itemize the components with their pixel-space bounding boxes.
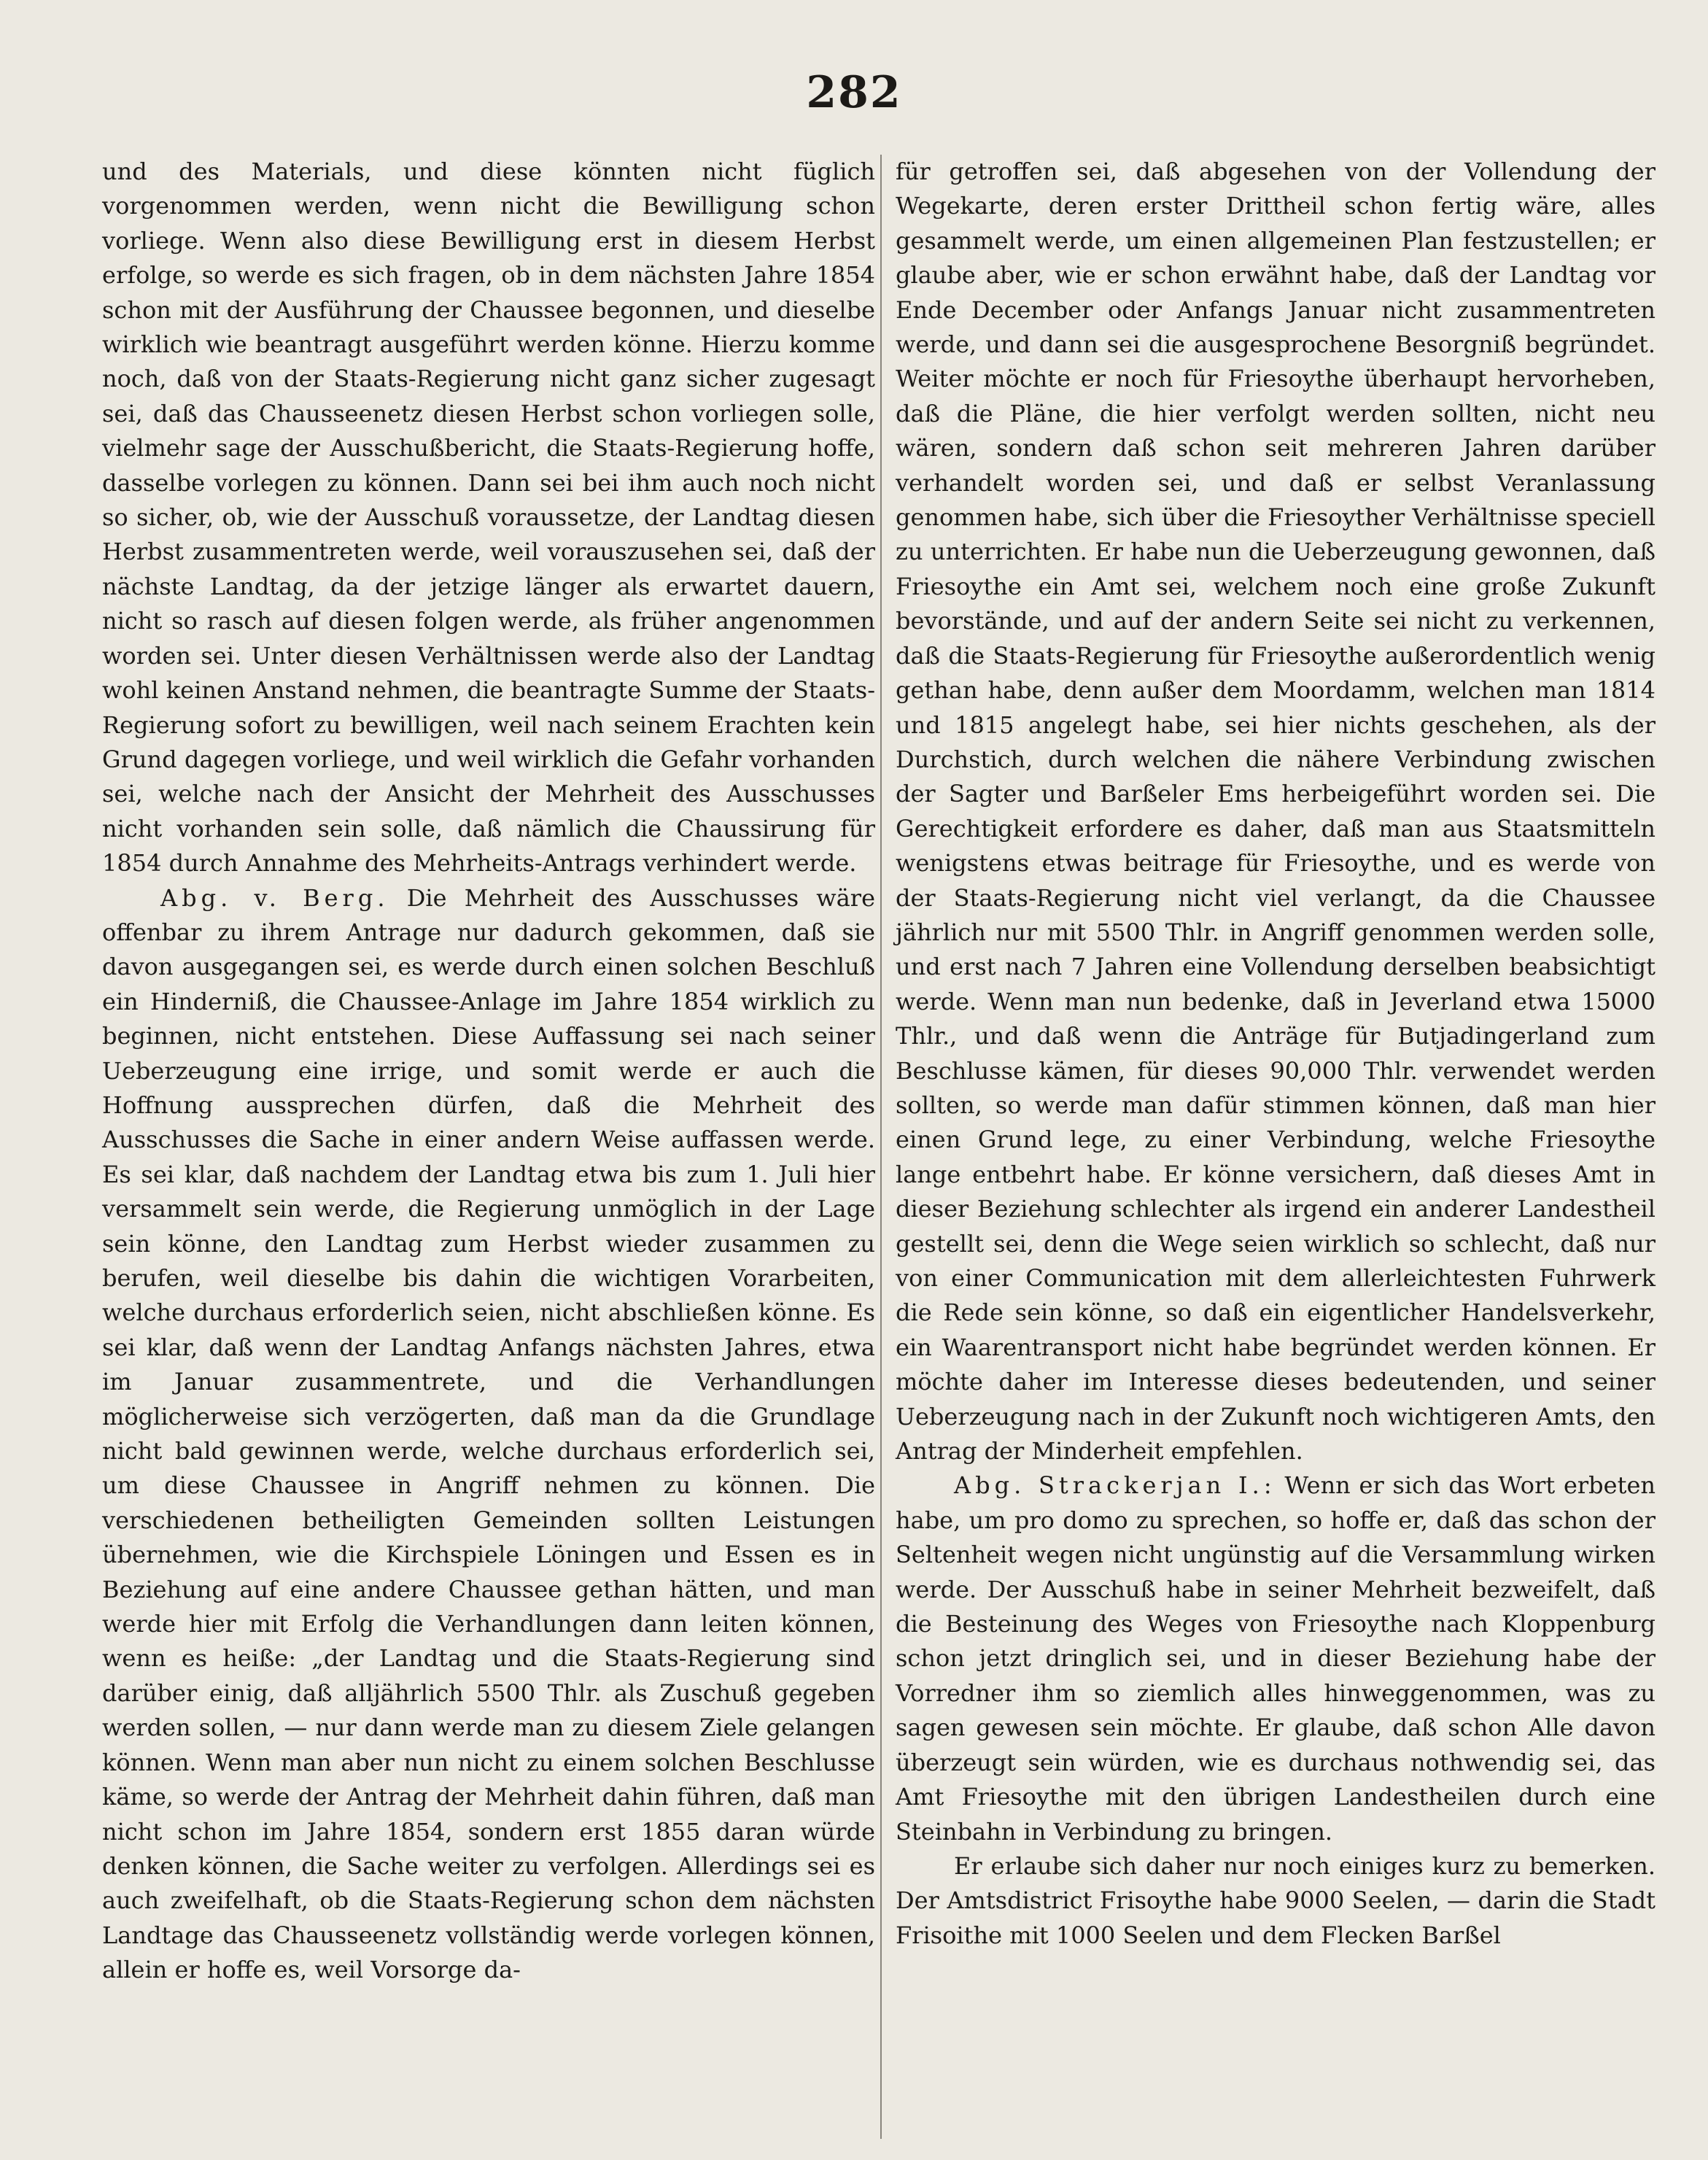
page-number: 282 bbox=[806, 67, 902, 118]
right-column bbox=[896, 155, 1655, 1953]
left-column bbox=[102, 155, 875, 1988]
paragraph-right-3 bbox=[896, 1849, 1655, 1953]
paragraph-text: und des Materials, und diese könnten nicht füglich vorgenommen werden, wenn nicht die Bewilligung schon vorliege. Wenn also diese Bewilligung erst in diesem Herbst erfolge, so werde es sich fragen, ob in dem nächsten Jahre 1854 schon mit der Ausführung der Chaussee begonnen, und dieselbe wirklich wie beantragt ausgeführt werden könne. Hierzu komme noch, daß von der Staats-Regierung nicht ganz sicher zugesagt sei, daß das Chausseenetz diesen Herbst schon vorliegen solle, vielmehr sage der Ausschußbericht, die Staats-Regierung hoffe, dasselbe vorlegen zu können. Dann sei bei ihm auch noch nicht so sicher, ob, wie der Ausschuß voraussetze, der Landtag diesen Herbst zusammentreten werde, weil vorauszusehen sei, daß der nächste Landtag, da der jetzige länger als erwartet dauern, nicht so rasch auf diesen folgen werde, als früher angenommen worden sei. Unter diesen Verhältnissen werde also der Landtag wohl keinen Anstand nehmen, die beantragte Summe der Staats-Regierung sofort zu bewilligen, weil nach seinem Erachten kein Grund dagegen vorliege, und weil wirklich die Gefahr vorhanden sei, welche nach der Ansicht der Mehrheit des Ausschusses nicht vorhanden sein solle, daß nämlich die Chaussirung für 1854 durch Annahme des Mehrheits-Antrags verhindert werde. bbox=[102, 158, 875, 878]
paragraph-text: Wenn er sich das Wort erbeten habe, um pro domo zu sprechen, so hoffe er, daß das schon der Seltenheit wegen nicht ungünstig auf die Versammlung wirken werde. Der Ausschuß habe in seiner Mehrheit bezweifelt, daß die Besteinung des Weges von Friesoythe nach Kloppenburg schon jetzt dringlich sei, und in dieser Beziehung habe der Vorredner ihm so ziemlich alles hinweggenommen, was zu sagen gewesen sein möchte. Er glaube, daß schon Alle davon überzeugt sein würden, wie es durchaus nothwendig sei, das Amt Friesoythe mit den übrigen Landestheilen durch eine Steinbahn in Verbindung zu bringen. bbox=[896, 1471, 1656, 1846]
paragraph-left-1 bbox=[102, 155, 875, 881]
paragraph-left-2 bbox=[102, 881, 875, 1988]
speaker-name: Abg. Strackerjan I.: bbox=[954, 1471, 1276, 1500]
paragraph-right-1 bbox=[896, 155, 1655, 1468]
speaker-name: Abg. v. Berg. bbox=[160, 883, 389, 912]
paragraph-text: für getroffen sei, daß abgesehen von der Vollendung der Wegekarte, deren erster Drittheil schon fertig wäre, alles gesammelt werde, um einen allgemeinen Plan festzustellen; er glaube aber, wie er schon erwähnt habe, daß der Landtag vor Ende December oder Anfangs Januar nicht zusammentreten werde, und dann sei die ausgesprochene Besorgniß begründet. Weiter möchte er noch für Friesoythe überhaupt hervorheben, daß die Pläne, die hier verfolgt werden sollten, nicht neu wären, sondern daß schon seit mehreren Jahren darüber verhandelt worden sei, und daß er selbst Veranlassung genommen habe, sich über die Friesoyther Verhältnisse speciell zu unterrichten. Er habe nun die Ueberzeugung gewonnen, daß Friesoythe ein Amt sei, welchem noch eine große Zukunft bevorstände, und auf der andern Seite sei nicht zu verkennen, daß die Staats-Regierung für Friesoythe außerordentlich wenig gethan habe, denn außer dem Moordamm, welchen man 1814 und 1815 angelegt habe, sei hier nichts geschehen, als der Durchstich, durch welchen die nähere Verbindung zwischen der Sagter und Barßeler Ems herbeigeführt worden sei. Die Gerechtigkeit erfordere es daher, daß man aus Staatsmitteln wenigstens etwas beitrage für Friesoythe, und es werde von der Staats-Regierung nicht viel verlangt, da die Chaussee jährlich nur mit 5500 Thlr. in Angriff genommen werden solle, und erst nach 7 Jahren eine Vollendung derselben beabsichtigt werde. Wenn man nun bedenke, daß in Jeverland etwa 15000 Thlr., und daß wenn die Anträge für Butjadingerland zum Beschlusse kämen, für dieses 90,000 Thlr. verwendet werden sollten, so werde man dafür stimmen können, daß man hier einen Grund lege, zu einer Verbindung, welche Friesoythe lange entbehrt habe. Er könne versichern, daß dieses Amt in dieser Beziehung schlechter als irgend ein anderer Landestheil gestellt sei, denn die Wege seien wirklich so schlecht, daß nur von einer Communication mit dem allerleichtesten Fuhrwerk die Rede sein könne, so daß ein eigentlicher Handelsverkehr, ein Waarentransport nicht habe begründet werden können. Er möchte daher im Interesse dieses bedeutenden, und seiner Ueberzeugung nach in der Zukunft noch wichtigeren Amts, den Antrag der Minderheit empfehlen. bbox=[896, 158, 1655, 1466]
column-divider bbox=[880, 155, 882, 2139]
paragraph-text: Die Mehrheit des Ausschusses wäre offenbar zu ihrem Antrage nur dadurch gekommen, daß sie davon ausgegangen sei, es werde durch einen solchen Beschluß ein Hinderniß, die Chaussee-Anlage im Jahre 1854 wirklich zu beginnen, nicht entstehen. Diese Auffassung sei nach seiner Ueberzeugung eine irrige, und somit werde er auch die Hoffnung aussprechen dürfen, daß die Mehrheit des Ausschusses die Sache in einer andern Weise auffassen werde. Es sei klar, daß nachdem der Landtag etwa bis zum 1. Juli hier versammelt sein werde, die Regierung unmöglich in der Lage sein könne, den Landtag zum Herbst wieder zusammen zu berufen, weil dieselbe bis dahin die wichtigen Vorarbeiten, welche durchaus erforderlich seien, nicht abschließen könne. Es sei klar, daß wenn der Landtag Anfangs nächsten Jahres, etwa im Januar zusammentrete, und die Verhandlungen möglicherweise sich verzögerten, daß man da die Grundlage nicht bald gewinnen werde, welche durchaus erforderlich sei, um diese Chaussee in Angriff nehmen zu können. Die verschiedenen betheiligten Gemeinden sollten Leistungen übernehmen, wie die Kirchspiele Löningen und Essen es in Beziehung auf eine andere Chaussee gethan hätten, und man werde hier mit Erfolg die Verhandlungen dann leiten können, wenn es heiße: „der Landtag und die Staats-Regierung sind darüber einig, daß alljährlich 5500 Thlr. als Zuschuß gegeben werden sollen, — nur dann werde man zu diesem Ziele gelangen können. Wenn man aber nun nicht zu einem solchen Beschlusse käme, so werde der Antrag der Mehrheit dahin führen, daß man nicht schon im Jahre 1854, sondern erst 1855 daran würde denken können, die Sache weiter zu verfolgen. Allerdings sei es auch zweifelhaft, ob die Staats-Regierung schon dem nächsten Landtage das Chausseenetz vollständig werde vorlegen können, allein er hoffe es, weil Vorsorge da- bbox=[102, 883, 876, 1984]
paragraph-right-2 bbox=[896, 1468, 1655, 1849]
paragraph-text: Er erlaube sich daher nur noch einiges kurz zu bemerken. Der Amtsdistrict Frisoythe habe 9000 Seelen, — darin die Stadt Frisoithe mit 1000 Seelen und dem Flecken Barßel bbox=[896, 1851, 1655, 1949]
